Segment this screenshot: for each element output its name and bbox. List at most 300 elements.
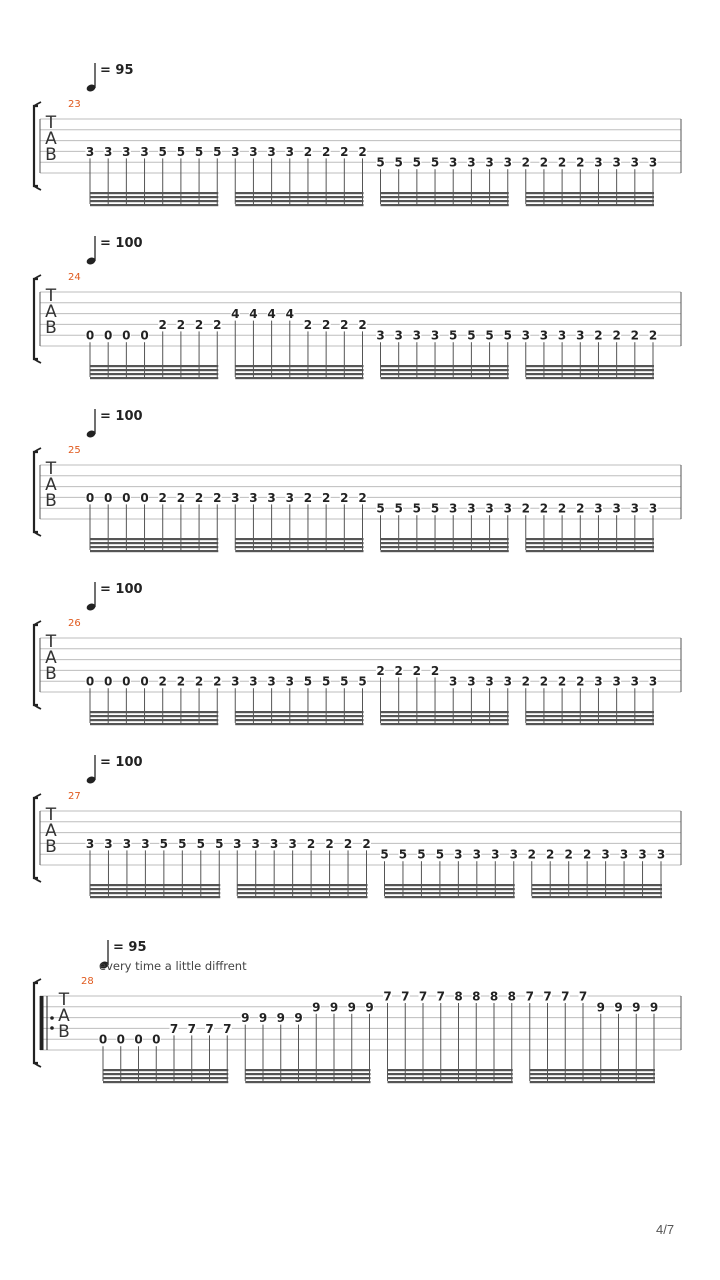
beam-group	[521, 675, 657, 726]
fret-number: 5	[213, 144, 222, 159]
fret-number: 9	[276, 1011, 285, 1026]
fret-number: 3	[233, 836, 242, 851]
fret-number: 3	[539, 328, 549, 343]
beam-line	[381, 369, 509, 371]
fret-number: 2	[557, 674, 567, 689]
fret-number: 3	[509, 847, 518, 862]
tempo-marking: = 100	[100, 582, 143, 597]
beam-line	[388, 1073, 513, 1075]
fret-number: 3	[485, 674, 494, 689]
fret-number: 2	[194, 674, 204, 689]
fret-number: 2	[539, 501, 549, 516]
beam-line	[90, 896, 220, 898]
fret-number: 5	[376, 501, 385, 516]
tab-system	[34, 582, 681, 725]
beam-line	[237, 888, 367, 890]
system-bracket	[34, 983, 38, 1063]
fret-number: 5	[380, 847, 389, 862]
fret-number: 3	[467, 674, 476, 689]
system-bracket	[34, 625, 38, 705]
fret-number: 3	[122, 836, 132, 851]
fret-number: 2	[358, 317, 367, 332]
beam-line	[90, 377, 218, 379]
fret-number: 5	[430, 155, 440, 170]
beam-line	[381, 204, 509, 206]
tempo-marking: = 95	[113, 940, 147, 955]
beam-line	[235, 723, 363, 725]
fret-number: 2	[176, 674, 186, 689]
tab-clef-letter: A	[45, 648, 57, 668]
fret-number: 2	[564, 847, 573, 862]
fret-number: 2	[213, 317, 222, 332]
fret-number: 2	[343, 836, 353, 851]
tab-clef-letter: B	[45, 145, 57, 165]
beam-line	[532, 888, 662, 890]
fret-number: 2	[213, 490, 222, 505]
fret-number: 3	[472, 847, 482, 862]
annotation-text: every time a little diffrent	[99, 959, 247, 973]
beam-line	[526, 196, 654, 198]
fret-number: 2	[158, 317, 167, 332]
beam-line	[90, 715, 218, 717]
fret-number: 5	[430, 501, 440, 516]
fret-number: 2	[176, 317, 186, 332]
beam-line	[381, 365, 509, 367]
fret-number: 3	[376, 328, 385, 343]
beam-group	[231, 491, 367, 552]
fret-number: 8	[472, 989, 481, 1004]
measure-number: 26	[68, 618, 81, 629]
beam-line	[526, 550, 654, 552]
fret-number: 3	[231, 490, 240, 505]
beam-line	[90, 538, 218, 540]
repeat-dot	[50, 1026, 54, 1030]
fret-number: 5	[194, 144, 204, 159]
beam-line	[235, 538, 363, 540]
fret-number: 2	[362, 836, 371, 851]
beam-line	[385, 888, 515, 890]
fret-number: 3	[648, 674, 658, 689]
tempo-marking: = 95	[100, 63, 134, 78]
fret-number: 3	[594, 155, 603, 170]
repeat-thick-bar	[40, 996, 44, 1050]
fret-number: 2	[194, 490, 204, 505]
fret-number: 9	[649, 1000, 659, 1015]
beam-line	[381, 550, 509, 552]
fret-number: 3	[485, 501, 494, 516]
fret-number: 7	[436, 989, 445, 1004]
fret-number: 7	[418, 989, 428, 1004]
fret-number: 2	[521, 501, 530, 516]
fret-number: 5	[485, 328, 494, 343]
beam-line	[90, 892, 220, 894]
fret-number: 3	[140, 144, 149, 159]
beam-line	[245, 1077, 370, 1079]
beam-group	[231, 307, 367, 379]
beam-line	[381, 542, 509, 544]
fret-number: 0	[140, 328, 149, 343]
beam-line	[90, 200, 218, 202]
fret-number: 9	[596, 1000, 605, 1015]
fret-number: 2	[358, 490, 367, 505]
beam-line	[526, 204, 654, 206]
fret-number: 2	[582, 847, 592, 862]
fret-number: 3	[267, 490, 276, 505]
fret-number: 3	[449, 674, 458, 689]
fret-number: 5	[449, 328, 458, 343]
tab-system	[34, 755, 681, 898]
fret-number: 9	[258, 1011, 268, 1026]
fret-number: 2	[340, 490, 349, 505]
beam-line	[235, 365, 363, 367]
beam-line	[526, 719, 654, 721]
fret-number: 3	[231, 144, 240, 159]
beam-line	[90, 888, 220, 890]
beam-line	[526, 369, 654, 371]
fret-number: 3	[449, 155, 458, 170]
fret-number: 2	[576, 674, 585, 689]
tempo-marking: = 100	[100, 236, 143, 251]
tab-clef-letter: A	[45, 821, 57, 841]
fret-number: 2	[303, 144, 313, 159]
fret-number: 2	[194, 317, 204, 332]
beam-line	[526, 373, 654, 375]
fret-number: 9	[347, 1000, 356, 1015]
beam-line	[103, 1077, 228, 1079]
tab-clef-letter: T	[45, 459, 57, 479]
measure-number: 24	[68, 272, 81, 283]
beam-line	[526, 365, 654, 367]
beam-line	[235, 715, 363, 717]
tab-clef-letter: T	[58, 990, 70, 1010]
beam-line	[526, 538, 654, 540]
measure-number: 28	[81, 976, 94, 987]
tab-system	[34, 409, 681, 552]
system-bracket	[34, 452, 38, 532]
beam-line	[526, 715, 654, 717]
beam-group	[376, 664, 512, 725]
fret-number: 3	[612, 155, 621, 170]
fret-number: 8	[454, 989, 463, 1004]
fret-number: 3	[285, 674, 294, 689]
page-number: 4/7	[656, 1222, 675, 1237]
tab-clef-letter: A	[45, 475, 57, 495]
fret-number: 2	[303, 317, 313, 332]
measure-number: 23	[68, 99, 81, 110]
fret-number: 7	[187, 1021, 196, 1036]
fret-number: 5	[178, 836, 187, 851]
fret-number: 7	[223, 1021, 232, 1036]
beam-line	[381, 719, 509, 721]
tab-clef-letter: A	[45, 302, 57, 322]
fret-number: 0	[134, 1032, 143, 1047]
fret-number: 0	[140, 490, 149, 505]
fret-number: 2	[648, 328, 658, 343]
fret-number: 5	[435, 847, 445, 862]
beam-line	[235, 711, 363, 713]
fret-number: 5	[412, 501, 422, 516]
fret-number: 4	[231, 307, 240, 322]
fret-number: 3	[394, 328, 403, 343]
fret-number: 3	[503, 674, 512, 689]
fret-number: 2	[539, 155, 549, 170]
fret-number: 5	[340, 674, 349, 689]
tab-system	[34, 63, 681, 206]
beam-line	[381, 723, 509, 725]
fret-number: 3	[576, 328, 585, 343]
fret-number: 2	[340, 144, 349, 159]
beam-line	[526, 192, 654, 194]
fret-number: 2	[358, 144, 367, 159]
fret-number: 5	[394, 155, 403, 170]
beam-line	[237, 892, 367, 894]
fret-number: 3	[630, 501, 640, 516]
fret-number: 2	[306, 836, 316, 851]
fret-number: 3	[491, 847, 500, 862]
fret-number: 2	[594, 328, 603, 343]
tab-system	[34, 236, 681, 379]
beam-group	[383, 990, 516, 1084]
beam-line	[526, 723, 654, 725]
fret-number: 5	[417, 847, 426, 862]
fret-number: 2	[576, 501, 585, 516]
fret-number: 3	[648, 501, 658, 516]
tab-clef-letter: T	[45, 805, 57, 825]
beam-line	[90, 369, 218, 371]
fret-number: 4	[249, 307, 258, 322]
tab-clef-letter: B	[45, 318, 57, 338]
beam-group	[376, 329, 512, 380]
beam-line	[235, 542, 363, 544]
fret-number: 7	[543, 989, 552, 1004]
fret-number: 3	[601, 847, 610, 862]
fret-number: 5	[467, 328, 476, 343]
fret-number: 5	[394, 501, 403, 516]
fret-number: 3	[85, 144, 95, 159]
fret-number: 3	[619, 847, 629, 862]
fret-number: 2	[321, 317, 331, 332]
beam-line	[103, 1073, 228, 1075]
fret-number: 2	[376, 663, 385, 678]
fret-number: 0	[85, 674, 95, 689]
fret-number: 2	[557, 501, 567, 516]
fret-number: 5	[159, 836, 169, 851]
fret-number: 7	[401, 989, 410, 1004]
beam-line	[90, 192, 218, 194]
fret-number: 9	[241, 1011, 250, 1026]
beam-group	[525, 990, 658, 1084]
fret-number: 3	[449, 501, 458, 516]
beam-group	[521, 156, 657, 207]
beam-group	[86, 318, 222, 379]
beam-line	[381, 711, 509, 713]
tab-clef-letter: A	[45, 129, 57, 149]
beam-line	[235, 196, 363, 198]
beam-line	[530, 1081, 655, 1083]
tab-clef-letter: T	[45, 632, 57, 652]
fret-number: 3	[285, 144, 294, 159]
beam-line	[235, 550, 363, 552]
beam-line	[388, 1081, 513, 1083]
fret-number: 2	[158, 674, 167, 689]
fret-number: 5	[412, 155, 422, 170]
tab-clef-letter: T	[45, 113, 57, 133]
repeat-dot	[50, 1016, 54, 1020]
fret-number: 5	[398, 847, 408, 862]
fret-number: 3	[412, 328, 422, 343]
fret-number: 3	[612, 674, 621, 689]
fret-number: 9	[365, 1000, 374, 1015]
beam-group	[380, 848, 518, 899]
beam-group	[99, 1022, 232, 1083]
beam-line	[526, 200, 654, 202]
beam-group	[527, 848, 665, 899]
fret-number: 3	[521, 328, 530, 343]
fret-number: 2	[321, 144, 331, 159]
fret-number: 2	[612, 328, 621, 343]
fret-number: 3	[648, 155, 658, 170]
fret-number: 5	[158, 144, 167, 159]
fret-number: 5	[303, 674, 313, 689]
beam-line	[235, 377, 363, 379]
beam-line	[526, 711, 654, 713]
fret-number: 3	[85, 836, 95, 851]
beam-line	[385, 892, 515, 894]
fret-number: 3	[249, 144, 258, 159]
fret-number: 2	[546, 847, 555, 862]
fret-number: 3	[103, 144, 113, 159]
beam-line	[90, 550, 218, 552]
beam-line	[245, 1081, 370, 1083]
fret-number: 2	[158, 490, 167, 505]
beam-line	[381, 546, 509, 548]
fret-number: 0	[122, 674, 131, 689]
beam-line	[388, 1069, 513, 1071]
fret-number: 5	[358, 674, 367, 689]
fret-number: 3	[630, 155, 640, 170]
beam-line	[381, 377, 509, 379]
beam-group	[241, 1000, 374, 1083]
fret-number: 2	[340, 317, 349, 332]
system-bracket	[34, 106, 38, 186]
fret-number: 3	[630, 674, 640, 689]
beam-line	[245, 1073, 370, 1075]
fret-number: 3	[656, 847, 666, 862]
beam-line	[235, 373, 363, 375]
beam-group	[233, 837, 371, 898]
beam-line	[381, 538, 509, 540]
beam-line	[90, 723, 218, 725]
fret-number: 5	[503, 328, 512, 343]
fret-number: 3	[467, 155, 476, 170]
tab-clef-letter: T	[45, 286, 57, 306]
measure-number: 27	[68, 791, 81, 802]
beam-line	[526, 546, 654, 548]
fret-number: 7	[525, 989, 534, 1004]
fret-number: 3	[503, 501, 512, 516]
fret-number: 5	[321, 674, 331, 689]
fret-number: 5	[196, 836, 205, 851]
tab-clef-letter: B	[45, 837, 57, 857]
beam-line	[90, 373, 218, 375]
fret-number: 7	[169, 1021, 179, 1036]
fret-number: 7	[561, 989, 570, 1004]
fret-number: 3	[557, 328, 567, 343]
fret-number: 4	[267, 307, 276, 322]
fret-number: 3	[638, 847, 647, 862]
fret-number: 5	[376, 155, 385, 170]
fret-number: 3	[104, 836, 113, 851]
fret-number: 3	[594, 674, 603, 689]
beam-line	[526, 542, 654, 544]
fret-number: 3	[249, 490, 258, 505]
beam-line	[90, 884, 220, 886]
beam-line	[530, 1073, 655, 1075]
beam-line	[381, 196, 509, 198]
beam-group	[376, 502, 512, 553]
beam-line	[235, 719, 363, 721]
fret-number: 9	[312, 1000, 321, 1015]
fret-number: 0	[103, 490, 113, 505]
beam-group	[231, 675, 367, 726]
beam-line	[381, 192, 509, 194]
measure-number: 25	[68, 445, 81, 456]
fret-number: 4	[285, 307, 294, 322]
fret-number: 3	[249, 674, 258, 689]
tab-clef-letter: B	[45, 491, 57, 511]
beam-line	[381, 200, 509, 202]
fret-number: 2	[412, 663, 422, 678]
beam-line	[237, 896, 367, 898]
system-bracket	[34, 798, 38, 878]
fret-number: 3	[612, 501, 621, 516]
beam-line	[90, 196, 218, 198]
beam-group	[231, 145, 367, 206]
fret-number: 0	[103, 674, 113, 689]
fret-number: 3	[503, 155, 512, 170]
tab-system	[34, 940, 681, 1083]
fret-number: 3	[122, 144, 131, 159]
beam-line	[385, 884, 515, 886]
beam-line	[90, 546, 218, 548]
fret-number: 7	[578, 989, 588, 1004]
beam-group	[86, 491, 222, 552]
fret-number: 2	[303, 490, 313, 505]
beam-line	[90, 719, 218, 721]
fret-number: 3	[141, 836, 150, 851]
beam-line	[103, 1069, 228, 1071]
fret-number: 0	[122, 328, 131, 343]
beam-line	[245, 1069, 370, 1071]
fret-number: 2	[213, 674, 222, 689]
fret-number: 0	[85, 328, 95, 343]
fret-number: 0	[103, 328, 113, 343]
beam-group	[376, 156, 512, 207]
beam-line	[235, 200, 363, 202]
fret-number: 9	[632, 1000, 641, 1015]
fret-number: 2	[321, 490, 331, 505]
tab-clef-letter: A	[58, 1006, 70, 1026]
fret-number: 2	[176, 490, 186, 505]
tab-clef-letter: B	[58, 1022, 70, 1042]
beam-line	[90, 542, 218, 544]
beam-line	[385, 896, 515, 898]
fret-number: 0	[140, 674, 149, 689]
fret-number: 3	[267, 144, 276, 159]
beam-line	[90, 365, 218, 367]
fret-number: 9	[614, 1000, 623, 1015]
fret-number: 2	[527, 847, 536, 862]
